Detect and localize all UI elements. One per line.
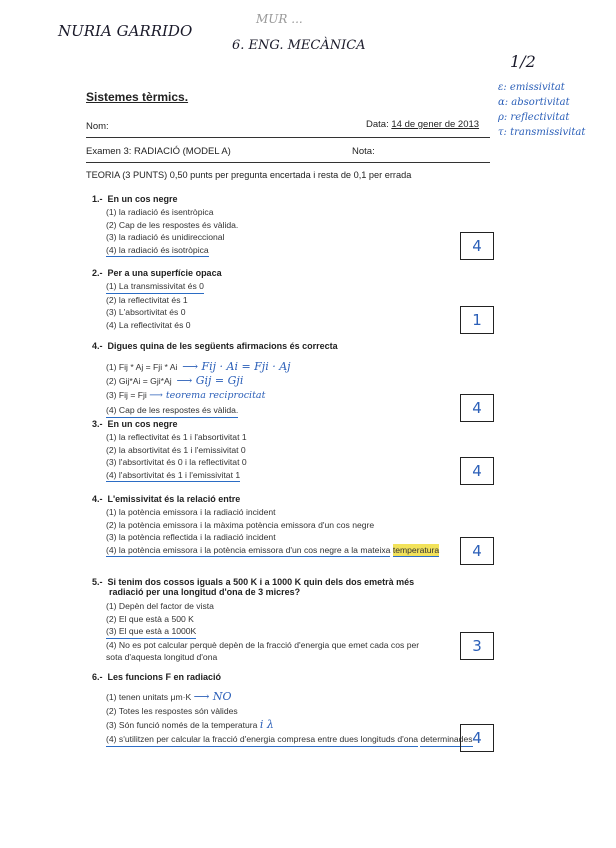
question-4 (92, 419, 492, 482)
nom-label: Nom: (86, 121, 109, 132)
option (106, 690, 492, 704)
option: (3) la radiació és unidireccional (106, 232, 225, 242)
answer-box (460, 632, 494, 660)
option: (1) Depèn del factor de vista (106, 601, 214, 611)
option: (1) la radiació és isentròpica (106, 207, 214, 217)
question-3 (92, 341, 492, 418)
question-number: 6.- (92, 672, 103, 682)
answer-value: 3 (472, 637, 482, 655)
question-text: L'emissivitat és la relació entre (107, 494, 241, 504)
option: (2) Totes les respostes són vàlides (106, 706, 238, 716)
handwritten-note: ⟶ NO (193, 690, 232, 703)
option: (1) la potència emissora i la radiació incident (106, 507, 276, 517)
question-text: Si tenim dos cossos iguals a 500 K i a 1000 K quin dels dos emetrà més (107, 577, 415, 587)
answer-box (460, 394, 494, 422)
page-title: Sistemes tèrmics. (86, 90, 189, 104)
option-text: (2) Gij*Ai = Gji*Aj (106, 376, 172, 386)
handwritten-note: ⟶ teorema reciprocitat (149, 390, 266, 401)
legend-item: α: absortivitat (498, 97, 570, 108)
handwritten-note: ⟶ Gij = Gji (176, 374, 244, 387)
answer-box (460, 232, 494, 260)
option: (3) L'absortivitat és 0 (106, 307, 186, 317)
answer-box (460, 306, 494, 334)
instructions: TEORIA (3 PUNTS) 0,50 punts per pregunta encertada i resta de 0,1 per errada (86, 170, 412, 180)
option: (2) El que està a 500 K (106, 613, 194, 624)
option-selected: (4) Cap de les respostes és vàlida. (106, 403, 238, 418)
question-1 (92, 194, 472, 257)
nota-label: Nota: (352, 146, 375, 157)
option-text: (1) tenen unitats μm·K (106, 692, 192, 702)
student-name: NURIA GARRIDO (58, 22, 193, 40)
date-label: Data: (366, 119, 389, 130)
option: (4) No es pot calcular perquè depèn de la fracció d'energia que emet cada cos per (106, 639, 420, 650)
option-selected: (4) la radiació és isotròpica (106, 244, 209, 258)
exam-label: Examen 3: RADIACIÓ (MODEL A) (86, 146, 231, 157)
question-7 (92, 672, 492, 747)
option-selected-cont: temperatura (393, 544, 439, 558)
answer-value: 4 (472, 729, 482, 747)
option: sota d'aquesta longitud d'ona (106, 652, 218, 662)
answer-box (460, 457, 494, 485)
option-text: (3) Són funció només de la temperatura (106, 720, 258, 730)
option (106, 388, 492, 403)
question-number: 2.- (92, 268, 103, 278)
answer-value: 4 (472, 462, 482, 480)
option-selected (106, 544, 390, 558)
option (106, 360, 492, 374)
answer-value: 4 (472, 237, 482, 255)
question-number: 4.- (92, 494, 103, 504)
handwritten-note: i λ (259, 718, 274, 731)
answer-value: 1 (472, 311, 482, 329)
question-text: En un cos negre (107, 419, 178, 429)
option: (2) Cap de les respostes és vàlida. (106, 219, 239, 230)
option: (3) la potència reflectida i la radiació incident (106, 532, 276, 542)
answer-box (460, 537, 494, 565)
option-selected: (3) El que està a 1000K (106, 625, 196, 639)
legend-item: ρ: reflectivitat (498, 112, 570, 123)
option: (1) la reflectivitat és 1 i l'absortivitat 1 (106, 432, 247, 442)
divider (86, 137, 490, 138)
question-6 (92, 577, 492, 664)
question-text: Les funcions F en radiació (107, 672, 222, 682)
course-text: 6. ENG. MECÀNICA (232, 38, 366, 53)
option-selected: (4) s'utilitzen per calcular la fracció d'energia compresa entre dues longituds d'ona (106, 732, 418, 747)
option-selected-cont: determinades (420, 732, 472, 747)
question-2 (92, 268, 472, 331)
option: (2) la absortivitat és 1 i l'emissivitat 0 (106, 444, 246, 455)
option-selected: (4) l'absortivitat és 1 i l'emissivitat 1 (106, 469, 240, 483)
option-text: (4) la potència emissora i la potència emissora d'un cos negre a la mateixa (106, 544, 391, 555)
divider (86, 162, 490, 163)
question-text: Per a una superfície opaca (107, 268, 222, 278)
question-number: 4.- (92, 341, 103, 351)
question-number: 1.- (92, 194, 103, 204)
handwritten-note: ⟶ Fij · Ai = Fji · Aj (182, 360, 291, 373)
answer-box (460, 724, 494, 752)
date-field (366, 119, 479, 130)
option (106, 374, 492, 388)
option-text: (1) Fij * Aj = Fji * Ai (106, 362, 178, 372)
legend-item: ε: emissivitat (498, 82, 565, 93)
question-number: 3.- (92, 419, 103, 429)
scribble-text: MUR ... (256, 12, 303, 26)
option-text: (3) Fij = Fji (106, 390, 147, 400)
answer-value: 4 (472, 399, 482, 417)
question-text-2: radiació per una longitud d'ona de 3 micres? (109, 587, 301, 597)
option: (2) la potència emissora i la màxima potència emissora d'un cos negre (106, 519, 375, 530)
question-number: 5.- (92, 577, 103, 587)
legend-item: τ: transmissivitat (498, 127, 586, 138)
page-number: 1/2 (510, 52, 536, 71)
option: (4) La reflectivitat és 0 (106, 319, 191, 330)
question-text: Digues quina de les següents afirmacions és correcta (107, 341, 338, 351)
question-5 (92, 494, 492, 557)
option-selected: (1) La transmissivitat és 0 (106, 280, 204, 294)
answer-value: 4 (472, 542, 482, 560)
option (106, 718, 492, 732)
legend (498, 80, 585, 140)
date-value: 14 de gener de 2013 (391, 119, 480, 130)
option: (3) l'absortivitat és 0 i la reflectivitat 0 (106, 457, 247, 467)
question-text: En un cos negre (107, 194, 178, 204)
option: (2) la reflectivitat és 1 (106, 294, 188, 305)
